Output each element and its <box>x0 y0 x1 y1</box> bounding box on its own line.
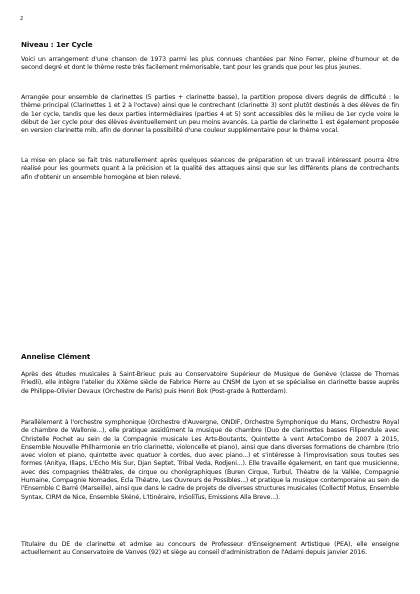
section-heading-level: Niveau : 1er Cycle <box>21 40 93 49</box>
paragraph-bio-teaching: Titulaire du DE de clarinette et admise au concours de Professeur d'Enseignement Artistique (PEA), elle enseigne actuellement au Conservatoire de Vanves (92) et siège au conseil d'administration de l'Adami depuis janvier 2016. <box>21 541 399 557</box>
page-number: 2 <box>20 16 24 22</box>
paragraph-bio-studies: Après des études musicales à Saint-Brieuc puis au Conservatoire Supérieur de Musique de Genève (classe de Thomas Friedli), elle intègre l'atelier du XXème siècle de Fabrice Pierre au CNSM de Lyon et se spécialise en clarinette basse auprès de Philippe-Olivier Devaux (Orchestre de Paris) puis Henri Bok (Post-grade à Rotterdam). <box>21 371 399 395</box>
paragraph-rehearsal: La mise en place se fait très naturellement après quelques séances de préparation et un travail intéressant pourra être réalisé pour les gourmets quant à la précision et la qualité des attaques ainsi que sur les différents plans de contrechants afin d'obtenir un ensemble homogène et bien relevé. <box>21 157 399 181</box>
paragraph-intro: Voici un arrangement d'une chanson de 1973 parmi les plus connues chantées par Nino Ferrer, pleine d'humour et de second degré et dont le thème reste très facilement mémorisable, tant pour les grands que pour les plus jeunes. <box>21 56 399 72</box>
paragraph-arrangement: Arrangée pour ensemble de clarinettes (5 parties + clarinette basse), la partition propose divers degrés de difficulté : le thème principal (Clarinettes 1 et 2 à l'octave) ainsi que le contrechant (clarinette 3) sont plutôt destinés à des élèves de fin de 1er cycle, tandis que les deux parties intermédiaires (parties 4 et 5) sont accessibles dès le milieu de 1er cycle voire le début de 1er cycle pour des élèves éventuellement un peu moins avancés. La partie de clarinette 1 est également proposée en version clarinette mib, afin de donner la possibilité d'une couleur supplémentaire pour le thème vocal. <box>21 94 399 135</box>
paragraph-bio-career: Parallèlement à l'orchestre symphonique (Orchestre d'Auvergne, ONDIF, Orchestre Symphonique du Mans, Orchestre Royal de chambre de Wallonie...), elle pratique assidûment la musique de chambre (Duo de clarinettes basses Filipendule avec Christelle Pochet au sein de la Compagnie musicale Les Arts-Boutants, Quintette à vent ArteCombo de 2007 à 2015, Ensemble Nouvelle Philharmonie en trio clarinette, violoncelle et piano), ainsi que dans diverses formations de chambre (trio avec violon et piano, quintette avec quatuor à cordes, duo avec piano...) et s'intéresse à l'improvisation sous toutes ses formes (Anitya, Illaps, L'Echo Mis Sur, Djan Septet, Tribal Veda, Rodjeni...). Elle travaille également, en tant que musicienne, avec des compagnies théâtrales, de cirque ou chorégraphiques (Buren Cirque, Turbul, Théatre de la Vallée, Compagnie Humaine, Compagnie Nomades, Ecla Théatre, Les Ouvreurs de Possibles...) et pratique la musique contemporaine au sein de l'Ensemble C Barré (Marseille), ainsi que dans le cadre de projets de diverses structures musicales (Collectif Motus, Ensemble Syntax, CIRM de Nice, Ensemble Skéné, L'Itinéraire, InSoliTus, Emissions Alla Breve...). <box>21 419 399 501</box>
section-heading-author: Annelise Clément <box>21 352 91 361</box>
